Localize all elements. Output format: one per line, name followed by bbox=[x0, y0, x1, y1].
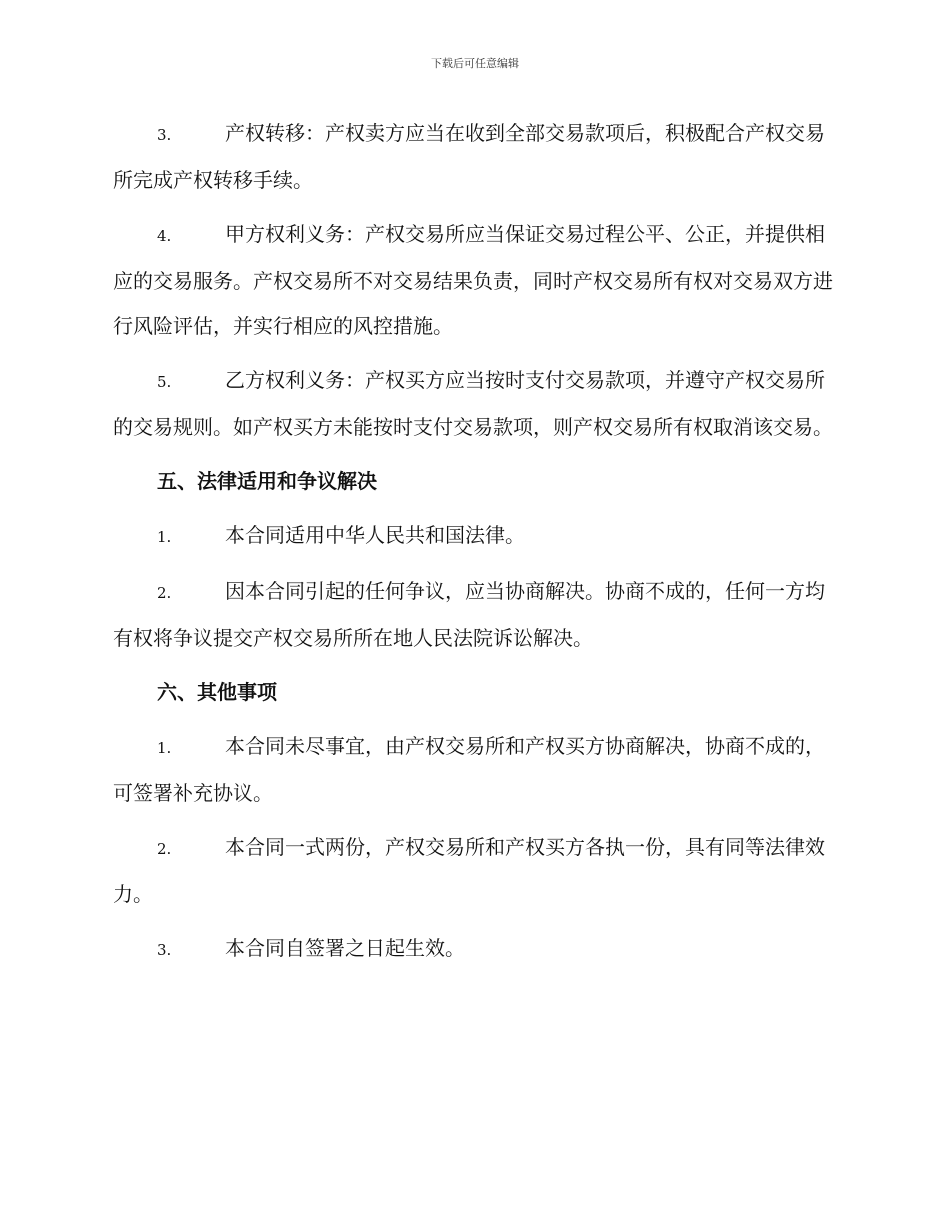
page-header: 下载后可任意编辑 bbox=[431, 57, 519, 70]
clause-text: 本合同未尽事宜，由产权交易所和产权买方协商解决，协商不成的，可签署补充协议。 bbox=[113, 734, 825, 805]
clause-item bbox=[113, 111, 835, 203]
clause-number: 4. bbox=[157, 227, 172, 245]
clause-text: 本合同适用中华人民共和国法律。 bbox=[225, 523, 525, 547]
clause-item bbox=[113, 926, 835, 973]
clause-text: 本合同一式两份，产权交易所和产权买方各执一份，具有同等法律效力。 bbox=[113, 835, 825, 906]
clause-number: 1. bbox=[157, 528, 172, 546]
clause-number: 2. bbox=[157, 840, 172, 858]
clause-item bbox=[113, 724, 835, 816]
clause-number: 5. bbox=[157, 373, 172, 391]
document-body bbox=[113, 111, 835, 973]
clause-text: 本合同自签署之日起生效。 bbox=[225, 936, 465, 960]
clause-number: 2. bbox=[157, 584, 172, 602]
clause-number: 3. bbox=[157, 126, 172, 144]
clause-item bbox=[113, 212, 835, 349]
clause-item bbox=[113, 358, 835, 450]
section-heading: 五、法律适用和争议解决 bbox=[157, 469, 377, 493]
clause-item bbox=[113, 825, 835, 917]
clause-number: 3. bbox=[157, 941, 172, 959]
clause-text: 甲方权利义务：产权交易所应当保证交易过程公平、公正，并提供相应的交易服务。产权交易所不对交易结果负责，同时产权交易所有权对交易双方进行风险评估，并实行相应的风控措施。 bbox=[113, 222, 833, 338]
clause-number: 1. bbox=[157, 739, 172, 757]
clause-text: 乙方权利义务：产权买方应当按时支付交易款项，并遵守产权交易所的交易规则。如产权买方未能按时支付交易款项，则产权交易所有权取消该交易。 bbox=[113, 368, 833, 439]
clause-item bbox=[113, 569, 835, 661]
clause-item bbox=[113, 513, 835, 560]
clause-text: 因本合同引起的任何争议，应当协商解决。协商不成的，任何一方均有权将争议提交产权交易所所在地人民法院诉讼解决。 bbox=[113, 579, 825, 650]
section-heading: 六、其他事项 bbox=[157, 680, 277, 704]
clause-text: 产权转移：产权卖方应当在收到全部交易款项后，积极配合产权交易所完成产权转移手续。 bbox=[113, 121, 825, 192]
